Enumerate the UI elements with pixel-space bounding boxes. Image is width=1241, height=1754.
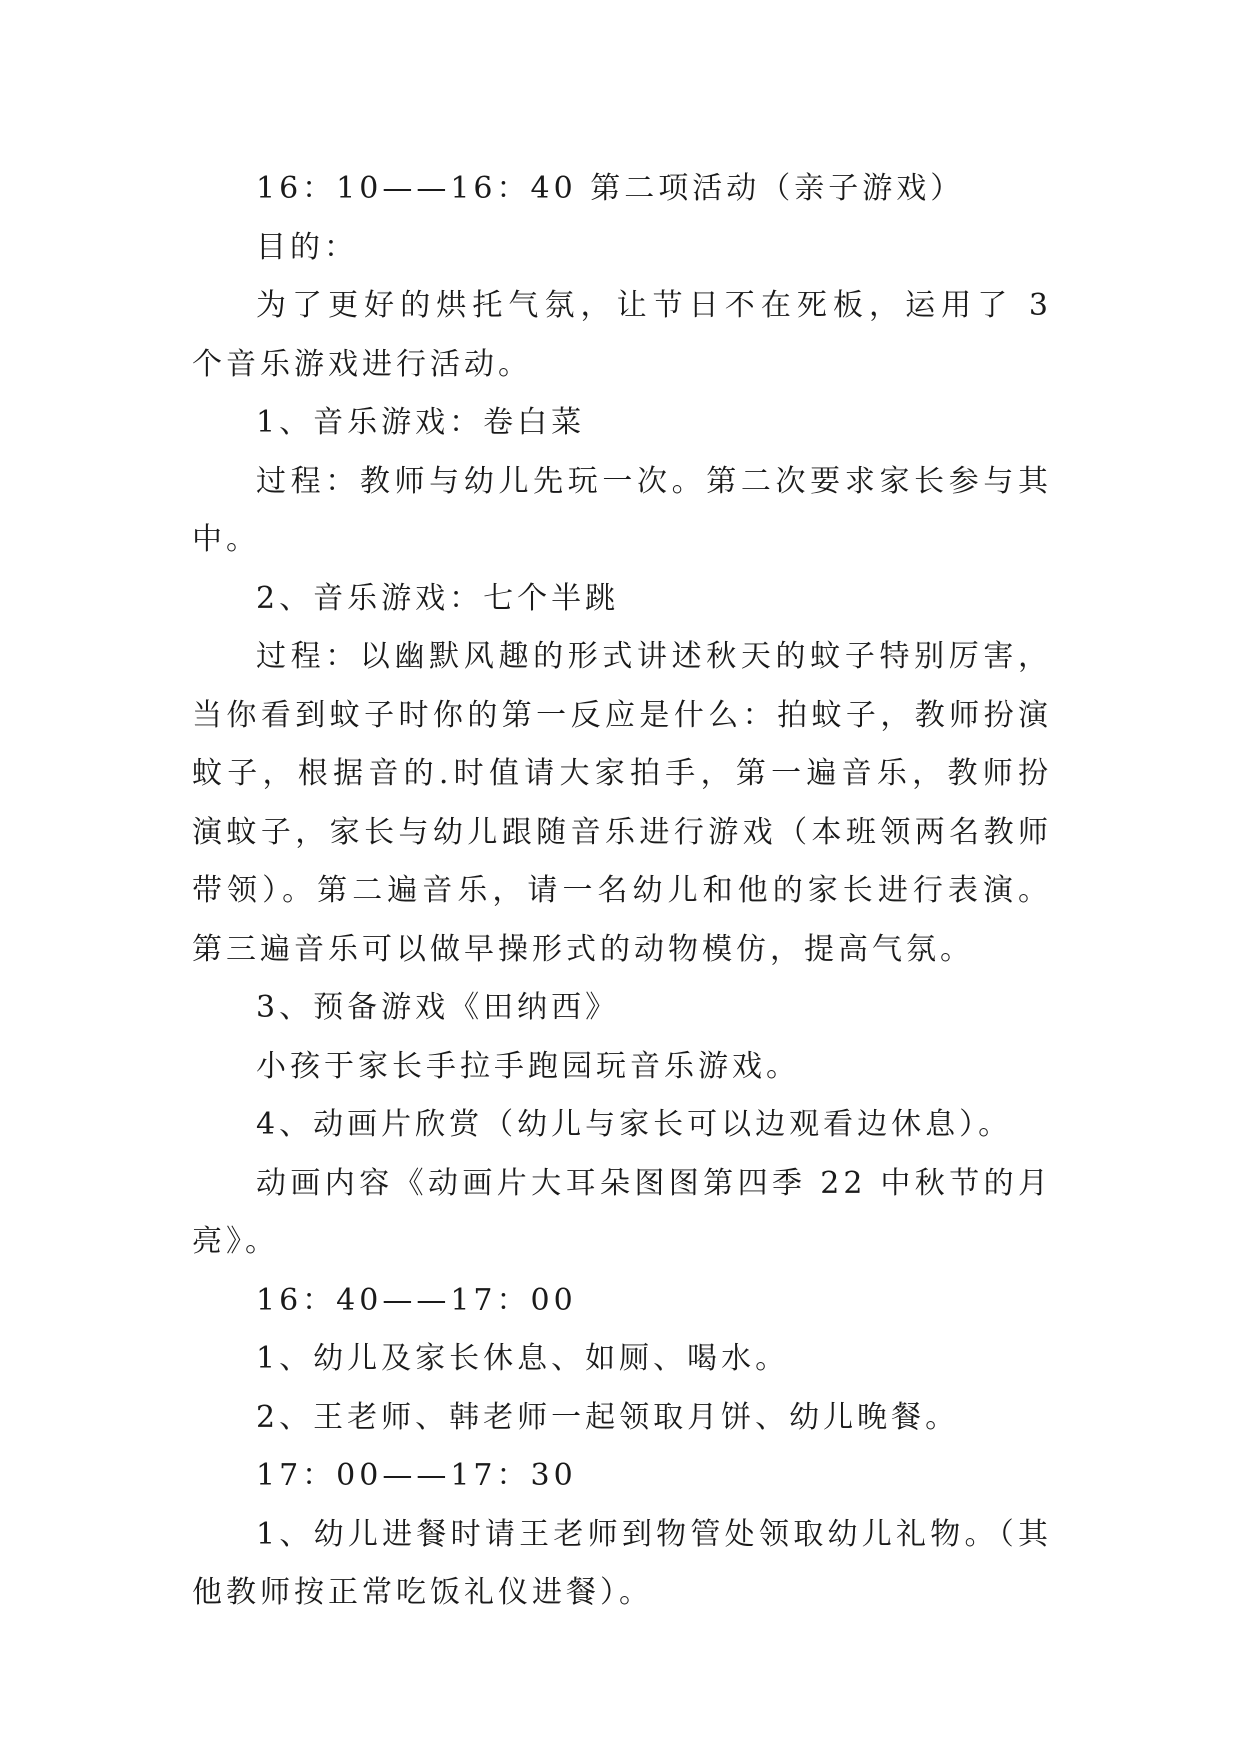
schedule-heading-1610: 16：10——16：40 第二项活动（亲子游戏）	[256, 171, 965, 206]
purpose-text: 为了更好的烘托气氛，让节日不在死板，运用了 3 个音乐游戏进行活动。	[192, 288, 1052, 382]
game-1-process: 过程：教师与幼儿先玩一次。第二次要求家长参与其中。	[192, 463, 1052, 557]
schedule-heading-1700: 17：00——17：30	[256, 1458, 577, 1493]
game-3-text: 小孩于家长手拉手跑园玩音乐游戏。	[256, 1048, 800, 1084]
cartoon-content: 动画内容《动画片大耳朵图图第四季 22 中秋节的月亮》。	[192, 1165, 1052, 1259]
game-2-process: 过程：以幽默风趣的形式讲述秋天的蚊子特别厉害，当你看到蚊子时你的第一反应是什么：拍蚊子，教师扮演蚊子，根据音的.时值请大家拍手，第一遍音乐，教师扮演蚊子，家长与幼儿跟随音乐进行游戏（本班领两名教师带领）。第二遍音乐，请一名幼儿和他的家长进行表演。第三遍音乐可以做早操形式的动物模仿，提高气氛。	[192, 639, 1052, 967]
mooncake-item: 2、王老师、韩老师一起领取月饼、幼儿晚餐。	[256, 1399, 960, 1435]
game-2-title: 2、音乐游戏：七个半跳	[256, 580, 620, 616]
document-body	[192, 160, 1052, 1623]
cartoon-title: 4、动画片欣赏（幼儿与家长可以边观看边休息）。	[256, 1107, 1013, 1142]
purpose-label: 目的：	[256, 229, 358, 265]
game-3-title: 3、预备游戏《田纳西》	[256, 990, 620, 1025]
rest-item: 1、幼儿及家长休息、如厕、喝水。	[256, 1341, 790, 1376]
dinner-item: 1、幼儿进餐时请王老师到物管处领取幼儿礼物。（其他教师按正常吃饭礼仪进餐）。	[192, 1516, 1052, 1610]
game-1-title: 1、音乐游戏：卷白菜	[256, 405, 586, 440]
schedule-heading-1640: 16：40——17：00	[256, 1282, 577, 1318]
